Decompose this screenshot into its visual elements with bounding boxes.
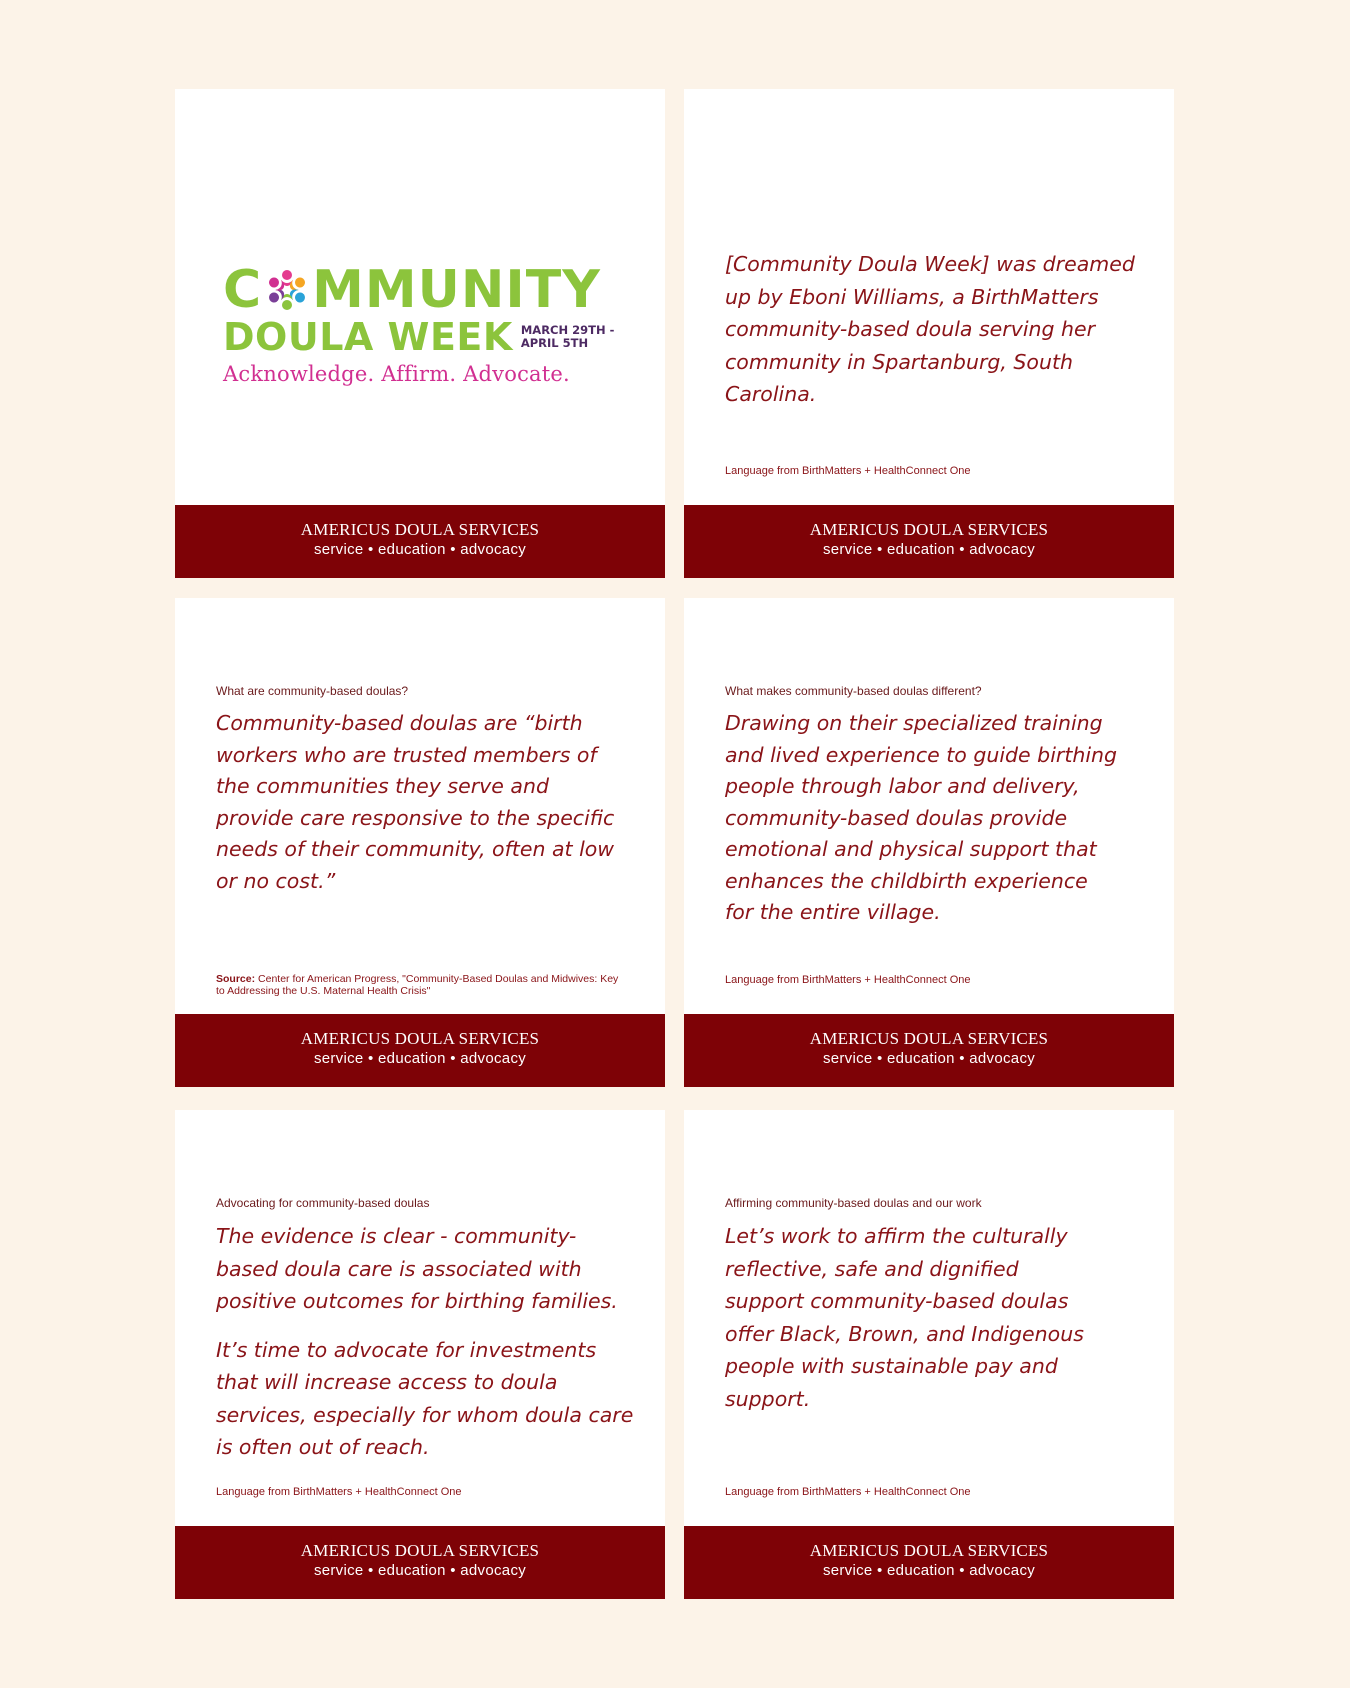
card-quote	[216, 708, 626, 897]
logo-doula-week: DOULA WEEK	[223, 315, 513, 359]
card-label: What makes community-based doulas different?	[725, 684, 982, 698]
brand-tagline: service • education • advocacy	[822, 1050, 1036, 1067]
logo-tagline: Acknowledge. Affirm. Advocate.	[223, 362, 570, 386]
brand-footer	[175, 1014, 665, 1087]
circle-of-people-icon	[264, 267, 310, 313]
logo-date-start: MARCH 29TH -	[520, 323, 615, 337]
brand-footer	[684, 505, 1174, 578]
card-source	[216, 973, 626, 997]
brand-footer	[684, 1014, 1174, 1087]
card-what-makes-different	[684, 598, 1174, 1087]
brand-name: AMERICUS DOULA SERVICES	[809, 1541, 1049, 1560]
card-logo	[175, 89, 665, 578]
brand-footer	[684, 1526, 1174, 1599]
brand-name: AMERICUS DOULA SERVICES	[300, 1541, 540, 1560]
brand-tagline: service • education • advocacy	[313, 541, 527, 558]
brand-name: AMERICUS DOULA SERVICES	[300, 1029, 540, 1048]
card-quote	[725, 248, 1150, 411]
quote-text: Drawing on their specialized training and lived experience to guide birthing people through labor and delivery, community-based doulas provide emotional and physical support that enhances the childbirth experience for the entire village.	[725, 711, 1118, 924]
logo-dates	[521, 324, 615, 350]
brand-footer	[175, 1526, 665, 1599]
card-label: What are community-based doulas?	[216, 684, 409, 698]
brand-tagline: service • education • advocacy	[313, 1050, 527, 1067]
community-doula-week-logo	[223, 260, 623, 386]
brand-tagline: service • education • advocacy	[822, 1562, 1036, 1579]
quote-text: Let’s work to affirm the culturally reflective, safe and dignified support community-based doulas offer Black, Brown, and Indigenous people with sustainable pay and support.	[725, 1224, 1084, 1411]
brand-tagline: service • education • advocacy	[313, 1562, 527, 1579]
brand-name: AMERICUS DOULA SERVICES	[809, 520, 1049, 539]
card-what-are-doulas	[175, 598, 665, 1087]
source-prefix: Source:	[216, 973, 256, 985]
quote-text: Community-based doulas are “birth workers who are trusted members of the communities they serve and provide care responsive to the specific needs of their community, often at low or no cost.”	[216, 711, 615, 893]
logo-letters-mmunity: MMUNITY	[312, 260, 601, 320]
card-affirming	[684, 1110, 1174, 1599]
quote-text: [Community Doula Week] was dreamed up by Eboni Williams, a BirthMatters community-based doula serving her community in Spartanburg, South Carolina.	[725, 252, 1135, 406]
card-community-doula-week-origin	[684, 89, 1174, 578]
logo-date-end: APRIL 5TH	[520, 336, 589, 350]
quote-paragraph-2: It’s time to advocate for investments that will increase access to doula services, especially for whom doula care is often out of reach.	[216, 1337, 634, 1459]
card-label: Advocating for community-based doulas	[216, 1196, 430, 1210]
card-quote	[216, 1220, 636, 1464]
brand-name: AMERICUS DOULA SERVICES	[809, 1029, 1049, 1048]
card-source: Language from BirthMatters + HealthConnect One	[725, 974, 971, 986]
brand-tagline: service • education • advocacy	[822, 541, 1036, 558]
card-source: Language from BirthMatters + HealthConnect One	[725, 1486, 971, 1498]
brand-name: AMERICUS DOULA SERVICES	[300, 520, 540, 539]
logo-community-word	[223, 260, 623, 320]
logo-letter-c: C	[223, 260, 263, 320]
source-text: Center for American Progress, "Community-Based Doulas and Midwives: Key to Addressing the U.S. Maternal Health Crisis"	[216, 973, 619, 997]
quote-paragraph-1: The evidence is clear - community-based doula care is associated with positive outcomes for birthing families.	[216, 1224, 618, 1313]
slide-grid	[175, 89, 1174, 1599]
brand-footer	[175, 505, 665, 578]
card-quote	[725, 1220, 1100, 1415]
card-quote	[725, 708, 1120, 929]
card-label: Affirming community-based doulas and our work	[725, 1196, 982, 1210]
card-source: Language from BirthMatters + HealthConnect One	[216, 1486, 462, 1498]
card-source: Language from BirthMatters + HealthConnect One	[725, 465, 971, 477]
logo-row-doula-week	[223, 315, 623, 359]
card-advocating	[175, 1110, 665, 1599]
